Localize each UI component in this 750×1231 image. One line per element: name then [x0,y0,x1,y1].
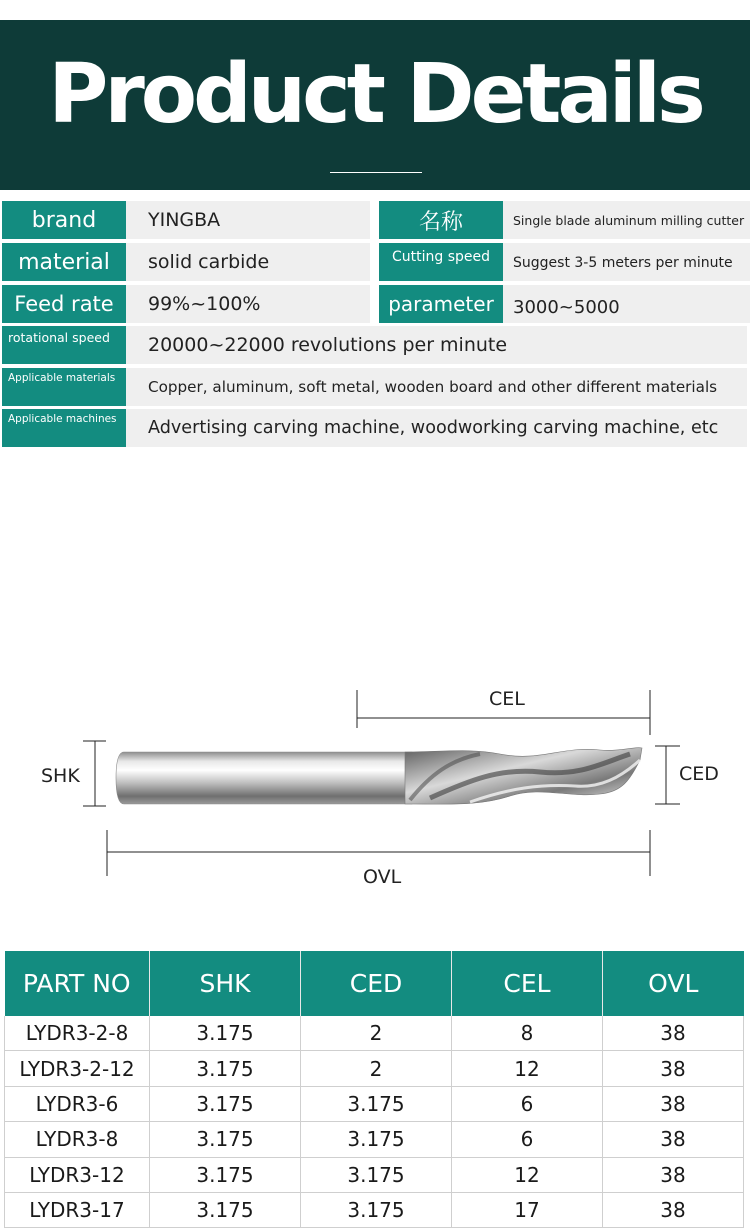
feed-rate-label: Feed rate [2,285,126,323]
cutting-speed-label: Cutting speed [379,243,503,281]
applicable-machines-label: Applicable machines [2,409,126,447]
cell-ced: 2 [301,1051,452,1086]
cell-part-no: LYDR3-2-8 [5,1016,150,1051]
cell-ced: 3.175 [301,1157,452,1192]
cell-cel: 17 [452,1192,603,1227]
cell-shk: 3.175 [150,1016,301,1051]
cell-shk: 3.175 [150,1192,301,1227]
applicable-materials-label: Applicable materials [2,368,126,406]
cel-label: CEL [489,688,525,710]
ced-label: CED [679,763,719,785]
page-title: Product Details [48,47,702,142]
cutting-speed-value: Suggest 3-5 meters per minute [503,243,750,281]
material-value: solid carbide [126,243,370,281]
brand-value: YINGBA [126,201,370,239]
end-mill-diagram [0,680,750,900]
table-row [5,1122,744,1157]
cell-shk: 3.175 [150,1122,301,1157]
cell-ovl: 38 [603,1157,744,1192]
rotational-speed-value: 20000~22000 revolutions per minute [126,326,747,364]
header-shk: SHK [150,951,301,1016]
header-part-no: PART NO [5,951,150,1016]
parameter-value: 3000~5000 [503,285,750,323]
applicable-materials-value: Copper, aluminum, soft metal, wooden board and other different materials [126,368,747,406]
feed-rate-value: 99%~100% [126,285,370,323]
table-row [5,1157,744,1192]
cell-part-no: LYDR3-6 [5,1086,150,1121]
cell-ovl: 38 [603,1192,744,1227]
cell-cel: 6 [452,1122,603,1157]
cell-shk: 3.175 [150,1086,301,1121]
rotational-speed-label: rotational speed [2,326,126,364]
brand-label: brand [2,201,126,239]
header-ced: CED [301,951,452,1016]
applicable-machines-value: Advertising carving machine, woodworking carving machine, etc [126,409,747,447]
cell-shk: 3.175 [150,1051,301,1086]
cell-cel: 12 [452,1051,603,1086]
shk-label: SHK [41,765,80,787]
ovl-label: OVL [363,866,402,888]
cell-part-no: LYDR3-2-12 [5,1051,150,1086]
table-row [5,1192,744,1227]
parts-table [4,951,744,1228]
cell-ovl: 38 [603,1051,744,1086]
cell-cel: 6 [452,1086,603,1121]
cell-cel: 8 [452,1016,603,1051]
table-row [5,1086,744,1121]
parameter-label: parameter [379,285,503,323]
header-ovl: OVL [603,951,744,1016]
material-label: material [2,243,126,281]
name-label: 名称 [379,201,503,239]
cell-cel: 12 [452,1157,603,1192]
cell-part-no: LYDR3-17 [5,1192,150,1227]
cell-ovl: 38 [603,1086,744,1121]
cell-part-no: LYDR3-12 [5,1157,150,1192]
header-cel: CEL [452,951,603,1016]
cell-part-no: LYDR3-8 [5,1122,150,1157]
name-value: Single blade aluminum milling cutter [503,201,750,239]
table-row [5,1016,744,1051]
cell-ced: 3.175 [301,1192,452,1227]
title-underline [330,172,422,173]
cell-ced: 3.175 [301,1086,452,1121]
cell-ced: 2 [301,1016,452,1051]
parts-header-row [5,951,744,1016]
table-row [5,1051,744,1086]
cell-ovl: 38 [603,1016,744,1051]
cell-shk: 3.175 [150,1157,301,1192]
cell-ced: 3.175 [301,1122,452,1157]
header-banner [0,20,750,190]
cell-ovl: 38 [603,1122,744,1157]
